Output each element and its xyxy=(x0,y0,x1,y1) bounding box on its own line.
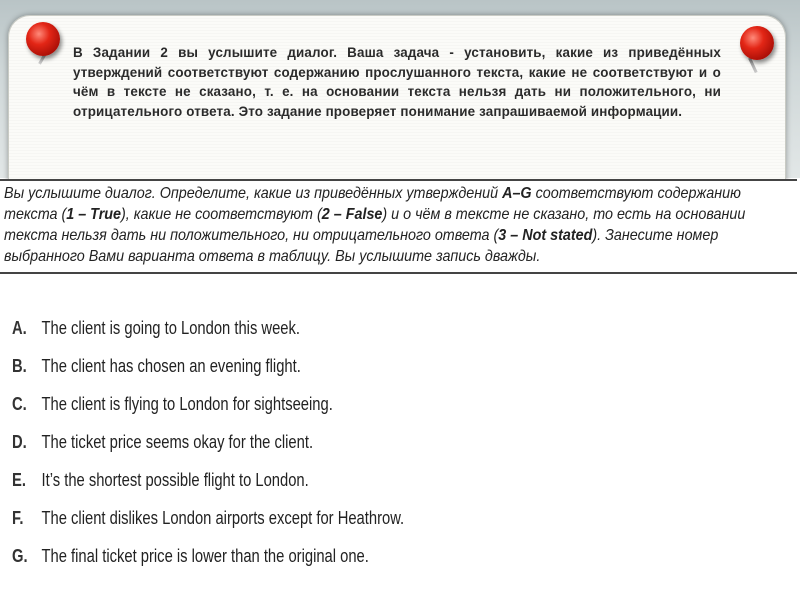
statement-text: The client is going to London this week. xyxy=(41,318,300,338)
statement-item xyxy=(12,432,313,462)
statement-text: The ticket price seems okay for the client. xyxy=(41,432,314,452)
statement-text: It’s the shortest possible flight to London. xyxy=(41,470,309,490)
statement-letter: D. xyxy=(12,432,27,452)
statement-item xyxy=(12,318,300,348)
statement-letter: F. xyxy=(12,508,24,528)
statement-letter: E. xyxy=(12,470,26,490)
statement-letter: G. xyxy=(12,546,28,566)
statement-text: The client is flying to London for sightseeing. xyxy=(41,394,333,414)
instruction-part: ) и о чём в тексте не сказано, то есть на основании текста нельзя дать ни положительного, ни отрицательного ответа ( xyxy=(4,206,746,244)
task-description: В Задании 2 вы услышите диалог. Ваша задача - установить, какие из приведённых утверждений соответствуют содержанию прослушанного текста, какие не соответствуют и о чём в тексте не сказано, т. е. на основании текста нельзя дать ни положительного, ни отрицательного ответа. Это задание проверяет понимание запрашиваемой информации. xyxy=(73,45,721,119)
statement-text: The client dislikes London airports except for Heathrow. xyxy=(41,508,405,528)
pushpin-right-icon xyxy=(740,26,774,60)
statement-item xyxy=(12,546,369,576)
pushpin-left-icon xyxy=(26,22,60,56)
instruction-option-not-stated: 3 – Not stated xyxy=(498,227,593,244)
statement-text: The client has chosen an evening flight. xyxy=(41,356,301,376)
statement-text: The final ticket price is lower than the original one. xyxy=(41,546,369,566)
statement-item xyxy=(12,394,333,424)
statement-letter: B. xyxy=(12,356,27,376)
statement-item xyxy=(12,508,404,538)
statement-letter: C. xyxy=(12,394,27,414)
instruction-part: Вы услышите диалог. Определите, какие из приведённых утверждений xyxy=(4,185,503,202)
instruction-option-false: 2 – False xyxy=(321,206,383,223)
instruction-part: ), какие не соответствуют ( xyxy=(121,206,322,223)
instruction-option-true: 1 – True xyxy=(66,206,122,223)
statement-letter: A. xyxy=(12,318,27,338)
statement-item xyxy=(12,470,309,500)
statement-item xyxy=(12,356,301,386)
instruction-part: соответствуют содержанию текста ( xyxy=(4,185,741,223)
instruction-part: ). Занесите номер выбранного Вами варианта ответа в таблицу. Вы услышите запись дважды. xyxy=(4,227,719,265)
instruction-text xyxy=(4,183,795,267)
instruction-range: A–G xyxy=(502,185,532,202)
